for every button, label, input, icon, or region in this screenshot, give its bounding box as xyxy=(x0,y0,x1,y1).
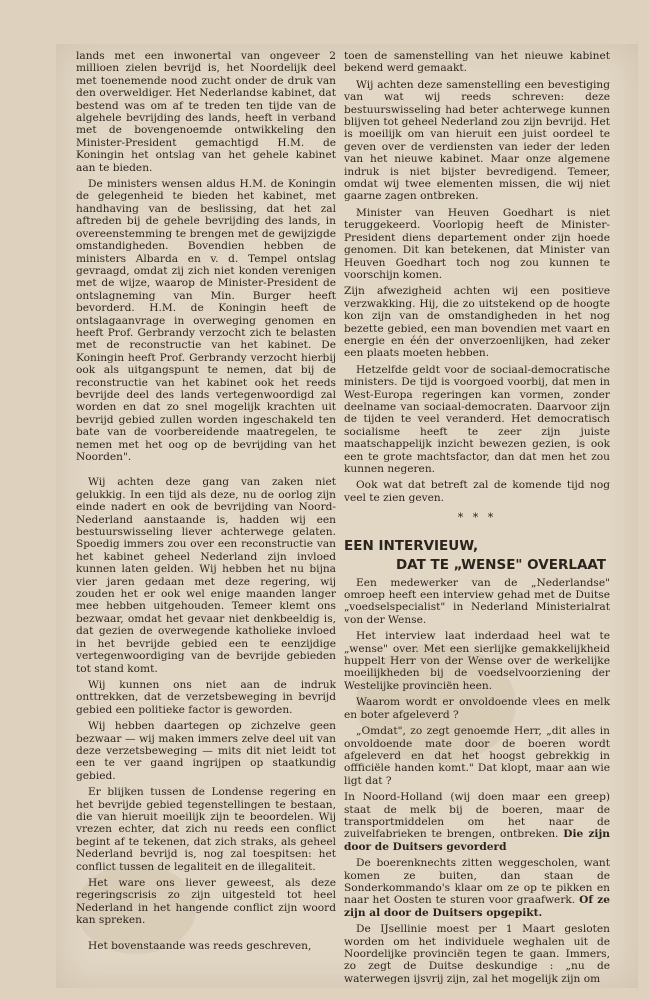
paragraph: Wij hebben daartegen op zichzelve geen bezwaar — wij maken immers zelve deel uit van deze verzetsbeweging — mits dit niet leidt tot een te ver gaand ingrijpen op staatkundig gebied. xyxy=(76,720,336,782)
paragraph: Het interview laat inderdaad heel wat te „wense" over. Met een sierlijke gemakkelijkheid huppelt Herr von der Wense over de werkelijke moeilijkheden bij de voedselvoorziening der Westelijke provinciën heen. xyxy=(344,630,610,692)
paragraph: lands met een inwonertal van ongeveer 2 millioen zielen bevrijd is, het Noordelijk deel met toenemende nood zucht onder de druk van den overweldiger. Het Nederlandse kabinet, dat bestend was om af te treden ten tijde van de algehele bevrijding des lands, heeft in verband met de bovengenoemde ontwikkeling den Minister-President gemachtigd H.M. de Koningin het ontslag van het gehele kabinet aan te bieden. xyxy=(76,50,336,174)
paragraph: Ook wat dat betreft zal de komende tijd nog veel te zien geven. xyxy=(344,479,610,504)
paragraph: Hetzelfde geldt voor de sociaal-democratische ministers. De tijd is voorgoed voorbij, dat men in West-Europa regeringen kan vormen, zonder deelname van sociaal-democraten. Daarvoor zijn de tijden te veel veranderd. Het democratisch socialisme heeft te zeer zijn juiste maatschappelijk inzicht bewezen gezien, is ook een te grote machtsfactor, dan dat men het zou kunnen negeren. xyxy=(344,363,610,475)
right-column xyxy=(344,50,610,989)
paragraph: Zijn afwezigheid achten wij een positieve verzwakking. Hij, die zo uitstekend op de hoogte kon zijn van de omstandigheden in het nog bezette gebied, een man bovendien met vaart en energie en één der onverzoenlijken, had zeker een plaats moeten hebben. xyxy=(344,285,610,360)
paragraph-text: In Noord-Holland (wij doen maar een greep) staat de melk bij de boeren, maar de transportmiddelen om het naar de zuivelfabrieken te brengen, ontbreken. xyxy=(344,791,610,841)
paragraph: „Omdat", zo zegt genoemde Herr, „dit alles in onvoldoende mate door de boeren wordt afgeleverd en dat het hoogst gebrekkig in offficiële handen komt." Dat klopt, maar aan wie ligt dat ? xyxy=(344,725,610,787)
paragraph: Wij achten deze samenstelling een bevestiging van wat wij reeds schreven: deze bestuurswisseling had beter achterwege kunnen blijven tot geheel Nederland zou zijn bevrijd. Het is moeilijk om van hieruit een juist oordeel te geven over de verdiensten van ieder der leden van het nieuwe kabinet. Maar onze algemene indruk is niet bijster bevredigend. Temeer, omdat wij twee elementen missen, die wij niet gaarne zagen ontbreken. xyxy=(344,78,610,203)
article-headline-line2: DAT TE „WENSE" OVERLAAT xyxy=(395,556,606,573)
paragraph: De IJsellinie moest per 1 Maart gesloten worden om het individuele weghalen uit de Noordelijke provinciën tegen te gaan. Immers, zo zegt de Duitse deskundige : „nu de waterwegen ijsvrij zijn, zal het mogelijk zijn om xyxy=(344,923,610,985)
paragraph xyxy=(344,857,610,919)
article-headline: EEN INTERVIEUW, xyxy=(344,537,479,554)
paragraph-text: De boerenknechts zitten weggescholen, want komen ze buiten, dan staan de Sonderkommando's klaar om ze op te pikken en naar het Oosten te sturen voor graafwerk. xyxy=(344,857,610,907)
bold-text: Die zijn door de Duitsers gevorderd xyxy=(344,828,610,853)
paragraph: Minister van Heuven Goedhart is niet teruggekeerd. Voorlopig heeft de Minister-President diens departement onder zijn hoede genomen. Dit kan betekenen, dat Minister van Heuven Goedhart toch nog zou kunnen te voorschijn komen. xyxy=(344,206,610,281)
paragraph: Wij kunnen ons niet aan de indruk onttrekken, dat de verzetsbeweging in bevrijd gebied een politieke factor is geworden. xyxy=(76,678,336,716)
paragraph: Het bovenstaande was reeds geschreven, xyxy=(88,939,312,952)
paragraph: De ministers wensen aldus H.M. de Koningin de gelegenheid te bieden het kabinet, met handhaving van de beslissing, dat het zal aftreden bij de gehele bevrijding des lands, in overeenstemming te brengen met de gewijzigde omstandigheden. Bovendien hebben de ministers Albarda en v. d. Tempel ontslag gevraagd, omdat zij zich niet konden verenigen met de wijze, waarop de Minister-President de ontslagneming van Min. Burger heeft bevorderd. H.M. de Koningin heeft de ontslagaanvrage in overweging genomen en heeft Prof. Gerbrandy verzocht zich te belasten met de reconstructie van het kabinet. De Koningin heeft Prof. Gerbrandy verzocht hierbij ook als uitgangspunt te nemen, dat bij de reconstructie van het kabinet ook het reeds bevrijde deel des lands vertegenwoordigd zal worden en dat zo snel mogelijk krachten uit bevrijd gebied zullen worden ingeschakeld ten bate van de voorbereidende maatregelen, te nemen met het oog op de bevrijding van het Noorden". xyxy=(76,178,336,463)
paragraph: Waarom wordt er onvoldoende vlees en melk en boter afgeleverd ? xyxy=(344,696,610,721)
paragraph xyxy=(344,791,610,853)
paragraph: toen de samenstelling van het nieuwe kabinet bekend werd gemaakt. xyxy=(344,50,610,75)
paragraph: Er blijken tussen de Londense regering en het bevrijde gebied tegenstellingen te bestaan, die van hieruit moeilijk zijn te beoordelen. Wij vrezen echter, dat zich nu reeds een conflict begint af te tekenen, dat zich straks, als geheel Nederland bevrijd is, nog zal toespitsen: het conflict tussen de legaliteit en de illegaliteit. xyxy=(76,786,336,873)
paragraph: Een medewerker van de „Nederlandse" omroep heeft een interview gehad met de Duitse „voedselspecialist" in Nederland Ministerialrat von der Wense. xyxy=(344,576,610,626)
bold-text: Of ze zijn al door de Duitsers opgepikt. xyxy=(344,894,610,919)
paragraph: Wij achten deze gang van zaken niet gelukkig. In een tijd als deze, nu de oorlog zijn einde nadert en ook de bevrijding van Noord-Nederland aanstaande is, hadden wij een bestuurswisseling liever achterwege gelaten. Spoedig immers zou over een reconstructie van het kabinet geheel Nederland zijn invloed kunnen laten gelden. Wij hebben het nu bijna vier jaren gedaan met deze regering, wij zouden het er ook wel enige maanden langer mee hebben uitgehouden. Temeer klemt ons bezwaar, omdat het gevaar niet denkbeeldig is, dat gezien de overwegende katholieke invloed in het bevrijde gebied een te eenzijdige vertegenwoordiging van de bevrijde gebieden tot stand komt. xyxy=(76,476,336,675)
left-column xyxy=(76,50,336,956)
section-separator: * * * xyxy=(457,511,497,525)
paragraph: Het ware ons liever geweest, als deze regeringscrisis zo zijn uitgesteld tot heel Nederland in het hangende conflict zijn woord kan spreken. xyxy=(76,877,336,927)
